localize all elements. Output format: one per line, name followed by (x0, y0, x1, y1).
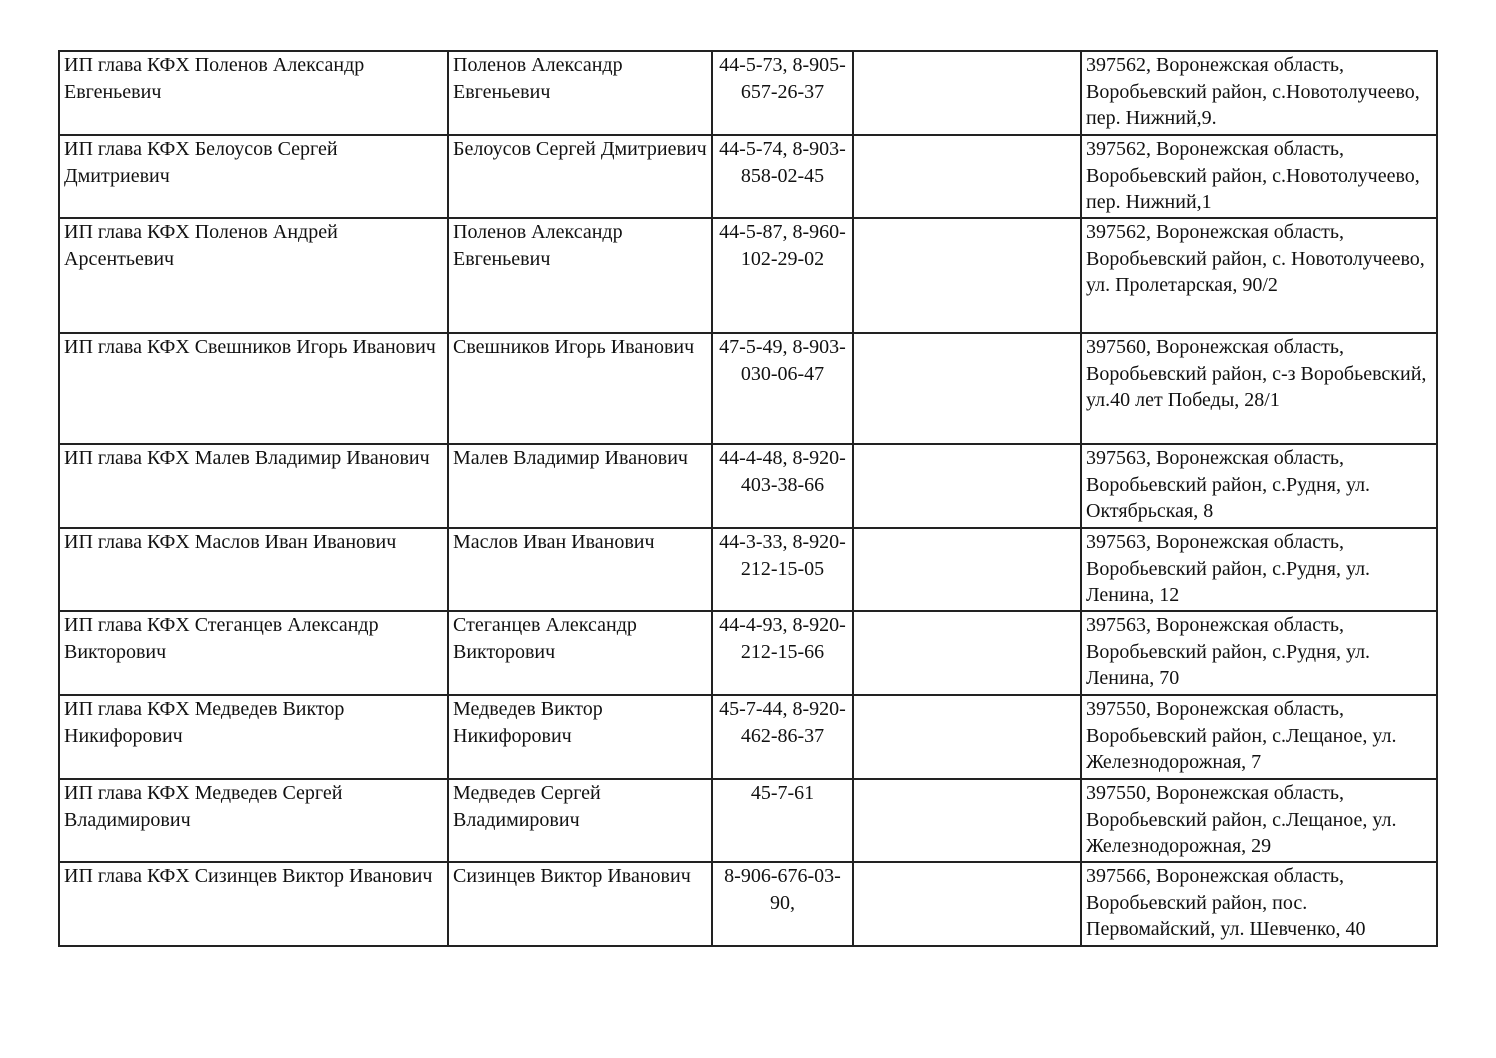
head-cell: Белоусов Сергей Дмитриевич (448, 135, 712, 218)
org-cell: ИП глава КФХ Белоусов Сергей Дмитриевич (59, 135, 448, 218)
org-cell: ИП глава КФХ Медведев Виктор Никифорович (59, 695, 448, 779)
head-cell: Свешников Игорь Иванович (448, 333, 712, 444)
org-cell: ИП глава КФХ Свешников Игорь Иванович (59, 333, 448, 444)
head-cell: Поленов Александр Евгеньевич (448, 51, 712, 135)
head-cell: Медведев Виктор Никифорович (448, 695, 712, 779)
head-cell: Поленов Александр Евгеньевич (448, 218, 712, 333)
address-cell: 397566, Воронежская область, Воробьевский район, пос. Первомайский, ул. Шевченко, 40 (1081, 862, 1437, 946)
phone-cell: 44-5-73, 8-905-657-26-37 (712, 51, 853, 135)
address-cell: 397562, Воронежская область, Воробьевский район, с.Новотолучеево, пер. Нижний,1 (1081, 135, 1437, 218)
org-cell: ИП глава КФХ Стеганцев Александр Викторович (59, 611, 448, 695)
empty-cell (853, 779, 1081, 862)
address-cell: 397562, Воронежская область, Воробьевский район, с.Новотолучеево, пер. Нижний,9. (1081, 51, 1437, 135)
org-cell: ИП глава КФХ Поленов Александр Евгеньевич (59, 51, 448, 135)
org-cell: ИП глава КФХ Поленов Андрей Арсентьевич (59, 218, 448, 333)
address-cell: 397560, Воронежская область, Воробьевский район, с-з Воробьевский, ул.40 лет Победы, 28/1 (1081, 333, 1437, 444)
org-cell: ИП глава КФХ Сизинцев Виктор Иванович (59, 862, 448, 946)
phone-cell: 47-5-49, 8-903-030-06-47 (712, 333, 853, 444)
phone-cell: 44-5-87, 8-960-102-29-02 (712, 218, 853, 333)
empty-cell (853, 695, 1081, 779)
table-row (59, 611, 1437, 695)
table-row (59, 695, 1437, 779)
phone-cell: 44-5-74, 8-903-858-02-45 (712, 135, 853, 218)
empty-cell (853, 333, 1081, 444)
farms-register-table (58, 50, 1438, 947)
address-cell: 397562, Воронежская область, Воробьевский район, с. Новотолучеево, ул. Пролетарская, 90/2 (1081, 218, 1437, 333)
phone-cell: 45-7-44, 8-920-462-86-37 (712, 695, 853, 779)
table-row (59, 51, 1437, 135)
org-cell: ИП глава КФХ Маслов Иван Иванович (59, 528, 448, 611)
empty-cell (853, 528, 1081, 611)
table-body (59, 51, 1437, 946)
address-cell: 397563, Воронежская область, Воробьевский район, с.Рудня, ул. Ленина, 70 (1081, 611, 1437, 695)
head-cell: Стеганцев Александр Викторович (448, 611, 712, 695)
phone-cell: 44-4-48, 8-920-403-38-66 (712, 444, 853, 528)
head-cell: Медведев Сергей Владимирович (448, 779, 712, 862)
empty-cell (853, 218, 1081, 333)
empty-cell (853, 862, 1081, 946)
phone-cell: 45-7-61 (712, 779, 853, 862)
phone-cell: 44-3-33, 8-920-212-15-05 (712, 528, 853, 611)
address-cell: 397550, Воронежская область, Воробьевский район, с.Лещаное, ул. Железнодорожная, 29 (1081, 779, 1437, 862)
phone-cell: 8-906-676-03-90, (712, 862, 853, 946)
head-cell: Сизинцев Виктор Иванович (448, 862, 712, 946)
address-cell: 397563, Воронежская область, Воробьевский район, с.Рудня, ул. Октябрьская, 8 (1081, 444, 1437, 528)
head-cell: Маслов Иван Иванович (448, 528, 712, 611)
address-cell: 397550, Воронежская область, Воробьевский район, с.Лещаное, ул. Железнодорожная, 7 (1081, 695, 1437, 779)
table-row (59, 779, 1437, 862)
table-row (59, 528, 1437, 611)
table-row (59, 444, 1437, 528)
table-row (59, 135, 1437, 218)
empty-cell (853, 611, 1081, 695)
table-row (59, 333, 1437, 444)
table-row (59, 862, 1437, 946)
address-cell: 397563, Воронежская область, Воробьевский район, с.Рудня, ул. Ленина, 12 (1081, 528, 1437, 611)
table-row (59, 218, 1437, 333)
empty-cell (853, 444, 1081, 528)
org-cell: ИП глава КФХ Медведев Сергей Владимирович (59, 779, 448, 862)
org-cell: ИП глава КФХ Малев Владимир Иванович (59, 444, 448, 528)
empty-cell (853, 135, 1081, 218)
empty-cell (853, 51, 1081, 135)
head-cell: Малев Владимир Иванович (448, 444, 712, 528)
phone-cell: 44-4-93, 8-920-212-15-66 (712, 611, 853, 695)
